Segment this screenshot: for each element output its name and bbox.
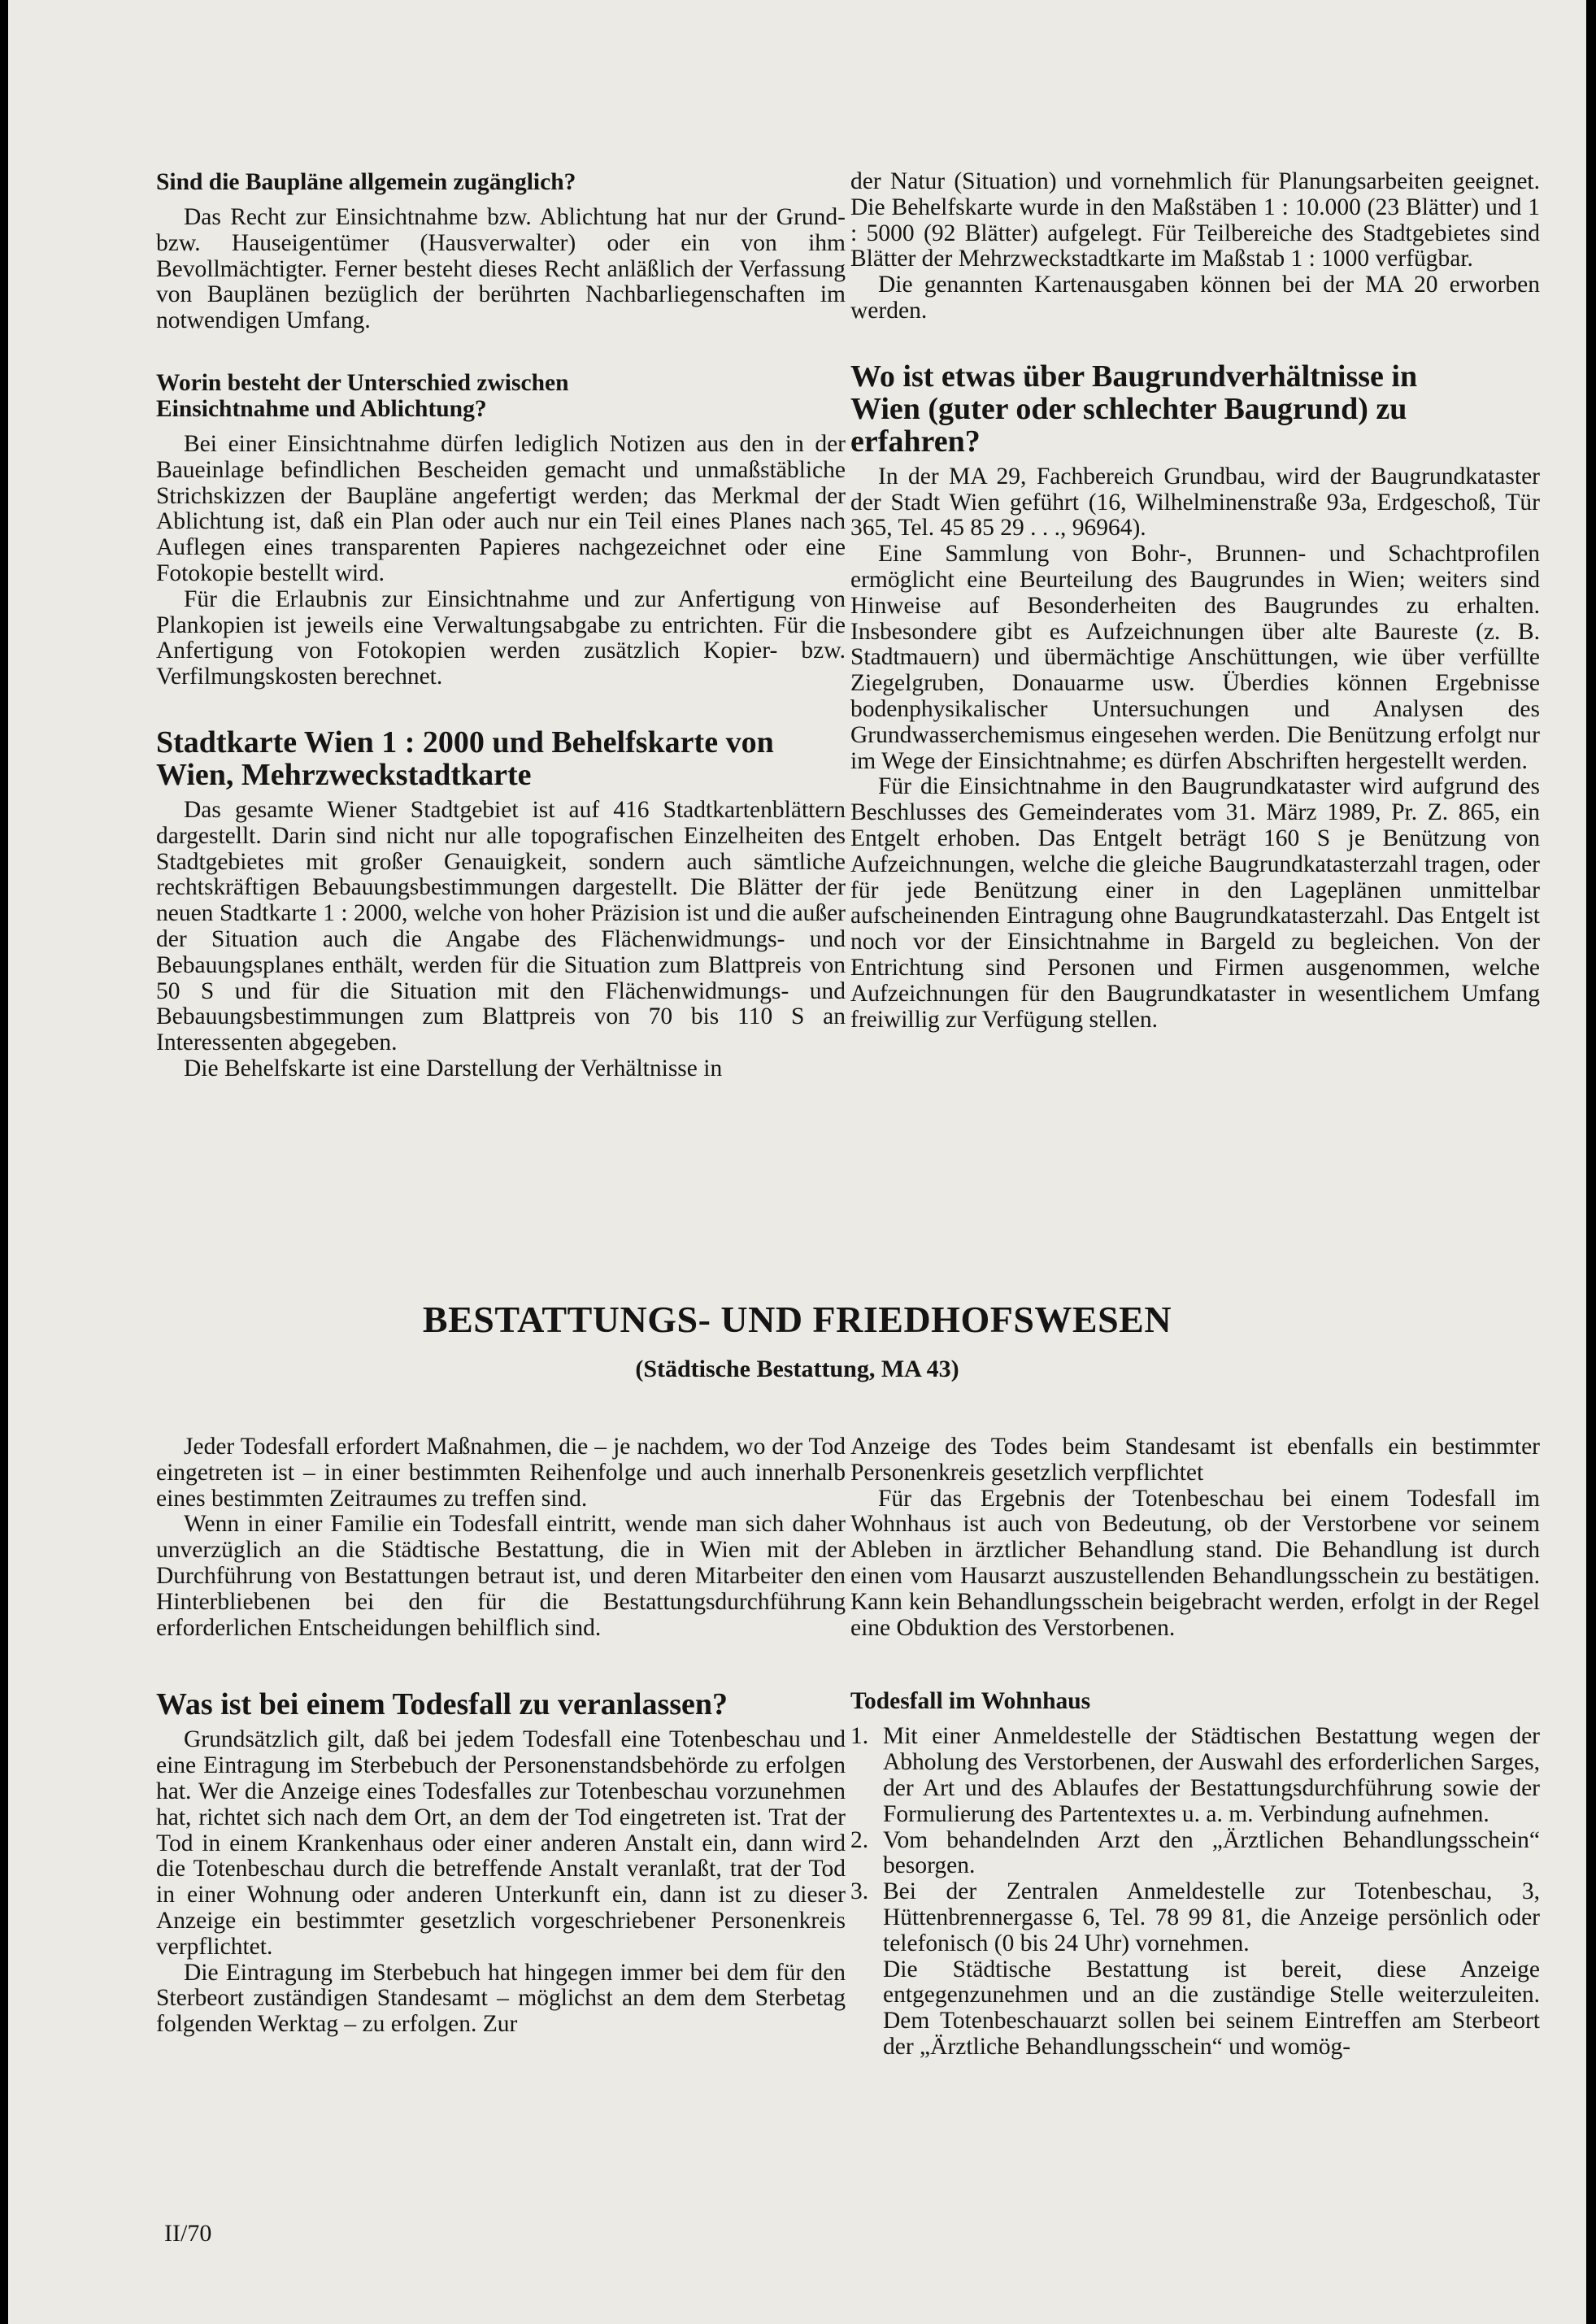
paragraph: Für das Ergebnis der Totenbeschau bei einem Todesfall im Wohnhaus ist auch von Bedeutung, ob der Verstorbene vor seinem Ableben in ärztlicher Behandlung stand. Die Behandlung ist durch einen vom Hausarzt auszustellenden Behandlungsschein zu bestätigen. Kann kein Behandlungsschein beigebracht werden, erfolgt in der Regel eine Obduktion des Verstorbenen. xyxy=(850,1485,1540,1641)
paragraph: Anzeige des Todes beim Standesamt ist ebenfalls ein bestimmter Personenkreis gesetzlich verpflichtet xyxy=(850,1434,1540,1486)
paragraph: Für die Einsichtnahme in den Baugrundkataster wird aufgrund des Beschlusses des Gemeinderates vom 31. März 1989, Pr. Z. 865, ein Entgelt erhoben. Das Entgelt beträgt 160 S je Benützung von Aufzeichnungen, welche die gleiche Baugrundkatasterzahl tragen, oder für jede Benützung einer in den Lageplänen unmittelbar aufscheinenden Eintragung ohne Baugrundkatasterzahl. Das Entgelt ist noch vor der Einsichtnahme in Bargeld zu begleichen. Von der Entrichtung sind Personen und Firmen ausgenommen, welche Aufzeichnungen für den Baugrundkataster in wesentlichem Umfang freiwillig zur Verfügung stellen. xyxy=(850,773,1540,1033)
paragraph: Das gesamte Wiener Stadtgebiet ist auf 416 Stadtkartenblättern dargestellt. Darin sind nicht nur alle topografischen Einzelheiten des Stadtgebietes mit großer Genauigkeit, sondern auch sämtliche rechtskräftigen Bebauungsbestimmungen dargestellt. Die Blätter der neuen Stadtkarte 1 : 2000, welche von hoher Präzision ist und die außer der Situation auch die Angabe des Flächenwidmungs- und Bebauungsplanes enthält, werden für die Situation zum Blattpreis von 50 S und für die Situation mit den Flächenwidmungs- und Bebauungsbestimmungen zum Blattpreis von 70 bis 110 S an Interessenten abgegeben. xyxy=(156,796,846,1056)
list-item-number: 2. xyxy=(850,1826,869,1853)
lower-left-column xyxy=(156,1434,846,2038)
paragraph: Die Eintragung im Sterbebuch hat hingegen immer bei dem für den Sterbeort zuständigen Standesamt – möglichst an dem dem Sterbetag folgenden Werktag – zu erfolgen. Zur xyxy=(156,1959,846,2038)
heading-todesfall: Was ist bei einem Todesfall zu veranlassen? xyxy=(156,1687,728,1722)
paragraph: Für die Erlaubnis zur Einsichtnahme und zur Anfertigung von Plankopien ist jeweils eine Verwaltungsabgabe zu entrichten. Für die Anfertigung von Fotokopien werden zusätzlich Kopier- bzw. Verfilmungskosten berechnet. xyxy=(156,585,846,690)
section-subtitle: (Städtische Bestattung, MA 43) xyxy=(635,1356,959,1382)
list-item xyxy=(850,1724,1540,1827)
section-title: BESTATTUNGS- UND FRIEDHOFSWESEN xyxy=(422,1299,1172,1340)
list-item-text: Bei der Zentralen Anmeldestelle zur Totenbeschau, 3, Hüttenbrennergasse 6, Tel. 78 99 81, die Anzeige persönlich oder telefonisch (0 bis 24 Uhr) vornehmen. xyxy=(883,1878,1540,1956)
upper-left-column xyxy=(156,169,846,1082)
lower-right-column xyxy=(850,1434,1540,2061)
paragraph: Bei einer Einsichtnahme dürfen lediglich Notizen aus den in der Baueinlage befindlichen Bescheiden gemacht und unmaßstäbliche Strichskizzen der Baupläne angefertigt werden; das Merkmal der Ablichtung ist, daß ein Plan oder auch nur ein Teil eines Planes nach Auflegen eines transparenten Papieres nachgezeichnet oder eine Fotokopie bestellt wird. xyxy=(156,430,846,586)
list-item-number: 1. xyxy=(850,1723,869,1750)
paragraph: Wenn in einer Familie ein Todesfall eintritt, wende man sich daher unverzüglich an die Städtische Bestattung, die in Wien mit der Durchführung von Bestattungen betraut ist, und deren Mitarbeiter den Hinterbliebenen bei den für die Bestattungsdurchführung erforderlichen Entscheidungen behilflich sind. xyxy=(156,1511,846,1641)
list-item-number: 3. xyxy=(850,1878,869,1905)
paragraph: Die Städtische Bestattung ist bereit, diese Anzeige entgegenzunehmen und an die zuständige Stelle weiterzuleiten. Dem Totenbeschauarzt sollen bei seinem Eintreffen am Sterbeort der „Ärztliche Behandlungsschein“ und womög- xyxy=(883,1956,1540,2060)
heading-bauplaene: Sind die Baupläne allgemein zugänglich? xyxy=(156,169,576,195)
heading-stadtkarte: Stadtkarte Wien 1 : 2000 und Behelfskarte von Wien, Mehrzweckstadtkarte xyxy=(156,725,774,792)
heading-unterschied: Worin besteht der Unterschied zwischen Einsichtnahme und Ablichtung? xyxy=(156,369,569,422)
list-item-text: Vom behandelnden Arzt den „Ärztlichen Behandlungsschein“ besorgen. xyxy=(883,1826,1540,1879)
list-item-text: Mit einer Anmeldestelle der Städtischen Bestattung wegen der Abholung des Verstorbenen, der Auswahl des erforderlichen Sarges, der Art und des Ablaufes der Bestattungsdurchführung sowie der Formulierung des Partentextes u. a. m. Verbindung aufnehmen. xyxy=(883,1723,1540,1827)
paragraph: der Natur (Situation) und vornehmlich für Planungsarbeiten geeignet. Die Behelfskarte wurde in den Maßstäben 1 : 10.000 (23 Blätter) und 1 : 5000 (92 Blätter) aufgelegt. Für Teilbereiche des Stadtgebietes sind Blätter der Mehrzweckstadtkarte im Maßstab 1 : 1000 verfügbar. xyxy=(850,168,1540,272)
paragraph: Die genannten Kartenausgaben können bei der MA 20 erworben werden. xyxy=(850,272,1540,324)
list-item xyxy=(850,1879,1540,1956)
paragraph: Die Behelfskarte ist eine Darstellung der Verhältnisse in xyxy=(184,1055,723,1081)
paragraph: Jeder Todesfall erfordert Maßnahmen, die – je nachdem, wo der Tod eingetreten ist – in einer bestimmten Reihenfolge und auch innerhalb eines bestimmten Zeitraumes zu treffen sind. xyxy=(156,1434,846,1512)
upper-right-column xyxy=(850,169,1540,1033)
heading-baugrund: Wo ist etwas über Baugrundverhältnisse in Wien (guter oder schlechter Baugrund) zu erfahren? xyxy=(850,359,1418,459)
document-page xyxy=(8,0,1586,2324)
list-continuation xyxy=(850,1957,1540,2061)
paragraph: In der MA 29, Fachbereich Grundbau, wird der Baugrundkataster der Stadt Wien geführt (16, Wilhelminenstraße 93a, Erdgeschoß, Tür 365, Tel. 45 85 29 . . ., 96964). xyxy=(850,463,1540,542)
paragraph: Grundsätzlich gilt, daß bei jedem Todesfall eine Totenbeschau und eine Eintragung im Sterbebuch der Personenstandsbehörde zu erfolgen hat. Wer die Anzeige eines Todesfalles zur Totenbeschau vorzunehmen hat, richtet sich nach dem Ort, an dem der Tod eingetreten ist. Trat der Tod in einem Krankenhaus oder einer anderen Anstalt ein, dann wird die Totenbeschau durch die betreffende Anstalt veranlaßt, trat der Tod in einer Wohnung oder anderen Unterkunft ein, dann ist zu dieser Anzeige ein bestimmter gesetzlich vorgeschriebener Personenkreis verpflichtet. xyxy=(156,1726,846,1960)
list-item xyxy=(850,1828,1540,1880)
paragraph: Das Recht zur Einsichtnahme bzw. Ablichtung hat nur der Grund- bzw. Hauseigentümer (Hausverwalter) oder ein von ihm Bevollmächtigter. Ferner besteht dieses Recht anläßlich der Verfassung von Bauplänen bezüglich der berührten Nachbarliegenschaften im notwendigen Umfang. xyxy=(156,204,846,334)
steps-list xyxy=(850,1724,1540,1956)
page-number: II/70 xyxy=(164,2220,212,2247)
paragraph: Eine Sammlung von Bohr-, Brunnen- und Schachtprofilen ermöglicht eine Beurteilung des Baugrundes in Wien; weiters sind Hinweise auf Besonderheiten des Baugrundes zu erhalten. Insbesondere gibt es Aufzeichnungen über alte Baureste (z. B. Stadtmauern) und übermächtige Anschüttungen, wie über verfüllte Ziegelgruben, Donauarme usw. Überdies können Ergebnisse bodenphysikalischer Untersuchungen und Analysen des Grundwasserchemismus eingesehen werden. Die Benützung erfolgt nur im Wege der Einsichtnahme; es dürfen Abschriften hergestellt werden. xyxy=(850,541,1540,774)
heading-wohnhaus: Todesfall im Wohnhaus xyxy=(850,1688,1091,1715)
